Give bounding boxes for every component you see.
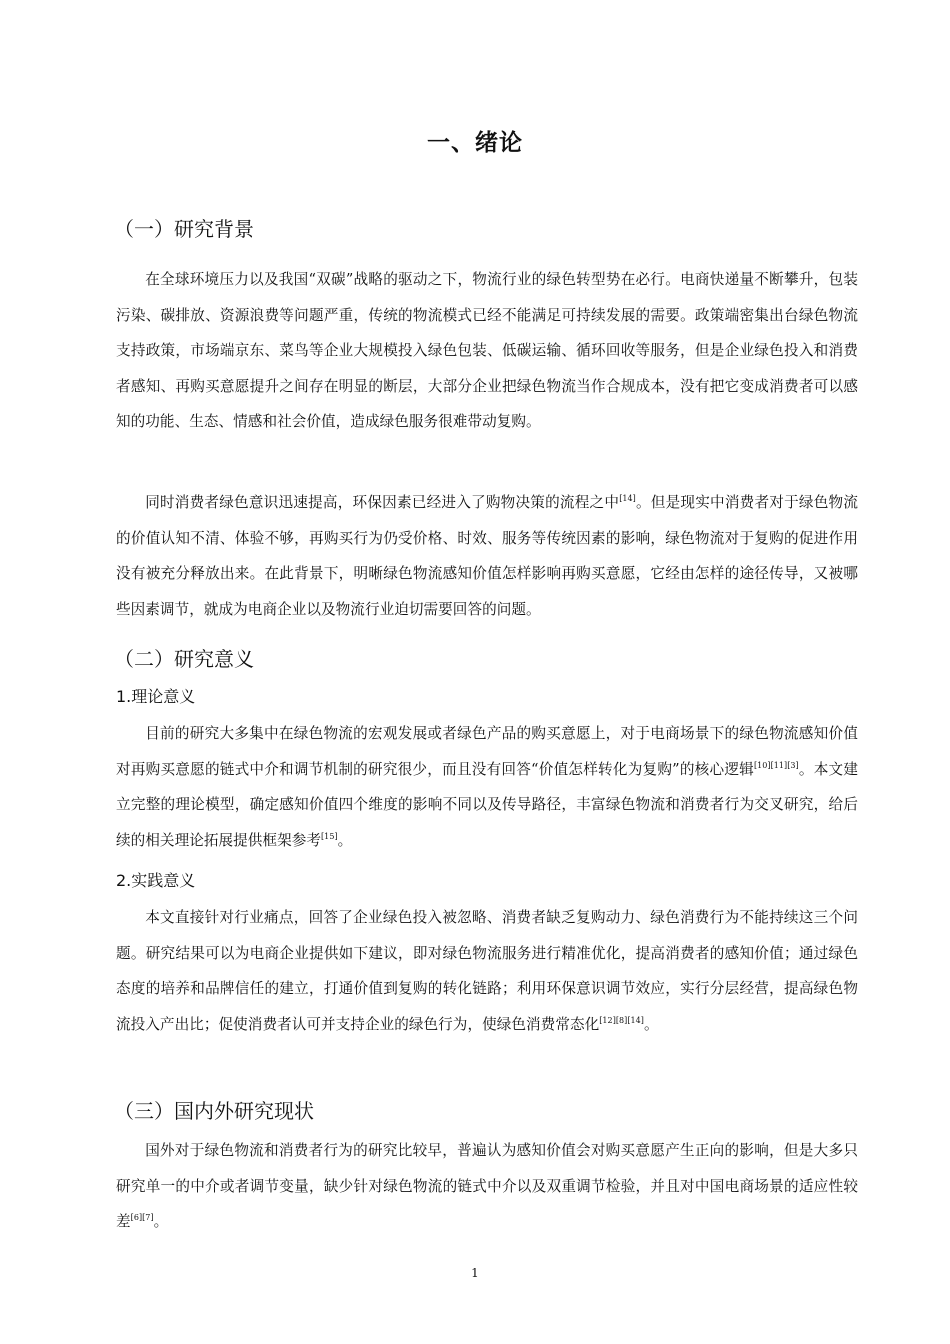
paragraph-text: 。但是现实中消费者对于绿色物流的价值认知不清、体验不够，再购买行为仍受价格、时效、服务等传统因素的影响，绿色物流对于复购的促进作用没有被充分释放出来。在此背景下，明晰绿色物流感知价值怎样影响再购买意愿，它经由怎样的途径传导，又被哪些因素调节，就成为电商企业以及物流行业迫切需要回答的问题。 (116, 494, 858, 618)
paragraph-theory (116, 716, 858, 858)
section-heading-literature: （三）国内外研究现状 (114, 1099, 314, 1123)
paragraph-text: 。本文建立完整的理论模型，确定感知价值四个维度的影响不同以及传导路径，丰富绿色物流和消费者行为交叉研究，给后续的相关理论拓展提供框架参考 (116, 760, 858, 849)
paragraph-background-1 (116, 262, 858, 440)
paragraph-text: 同时消费者绿色意识迅速提高，环保因素已经进入了购物决策的流程之中 (145, 494, 620, 511)
section-heading-background: （一）研究背景 (114, 217, 254, 241)
citation-ref: [6][7] (130, 1213, 154, 1222)
citation-ref: [14] (619, 494, 636, 503)
chapter-title: 一、绪论 (427, 130, 523, 156)
paragraph-text: 国外对于绿色物流和消费者行为的研究比较早，普遍认为感知价值会对购买意愿产生正向的影响，但是大多只研究单一的中介或者调节变量，缺少针对绿色物流的链式中介以及双重调节检验，并且对中国电商场景的适应性较差 (116, 1142, 858, 1230)
paragraph-practice (116, 900, 858, 1042)
paragraph-text: 。 (643, 1015, 659, 1033)
subsection-heading-theory: 1.理论意义 (116, 687, 196, 706)
paragraph-text: 。 (153, 1213, 169, 1230)
citation-ref: [10][11][3] (753, 760, 799, 770)
citation-ref: [12][8][14] (599, 1015, 644, 1025)
paragraph-text: 。 (337, 831, 353, 849)
page-number: 1 (471, 1266, 479, 1280)
paragraph-text: 在全球环境压力以及我国“双碳”战略的驱动之下，物流行业的绿色转型势在必行。电商快递量不断攀升，包装污染、碳排放、资源浪费等问题严重，传统的物流模式已经不能满足可持续发展的需要。政策端密集出台绿色物流支持政策，市场端京东、菜鸟等企业大规模投入绿色包装、低碳运输、循环回收等服务，但是企业绿色投入和消费者感知、再购买意愿提升之间存在明显的断层，大部分企业把绿色物流当作合规成本，没有把它变成消费者可以感知的功能、生态、情感和社会价值，造成绿色服务很难带动复购。 (116, 271, 858, 430)
section-heading-significance: （二）研究意义 (114, 647, 254, 671)
citation-ref: [15] (321, 831, 338, 841)
paragraph-background-2 (116, 485, 858, 627)
paragraph-text: 本文直接针对行业痛点，回答了企业绿色投入被忽略、消费者缺乏复购动力、绿色消费行为不能持续这三个问题。研究结果可以为电商企业提供如下建议，即对绿色物流服务进行精准优化，提高消费者的感知价值；通过绿色态度的培养和品牌信任的建立，打通价值到复购的转化链路；利用环保意识调节效应，实行分层经营，提高绿色物流投入产出比；促使消费者认可并支持企业的绿色行为，使绿色消费常态化 (116, 909, 858, 1033)
subsection-heading-practice: 2.实践意义 (116, 871, 196, 890)
paragraph-text: 目前的研究大多集中在绿色物流的宏观发展或者绿色产品的购买意愿上，对于电商场景下的绿色物流感知价值对再购买意愿的链式中介和调节机制的研究很少，而且没有回答“价值怎样转化为复购”的核心逻辑 (116, 725, 858, 778)
paragraph-literature (116, 1133, 858, 1240)
